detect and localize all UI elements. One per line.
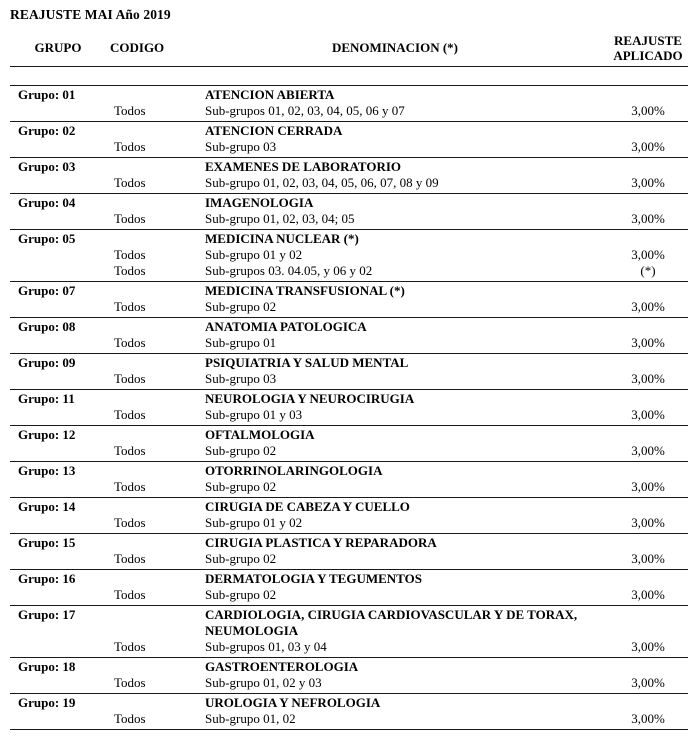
group-block xyxy=(10,281,688,317)
empty-cell xyxy=(592,427,688,443)
reajuste-cell: 3,00% xyxy=(631,587,665,602)
empty-cell xyxy=(10,515,106,531)
empty-cell xyxy=(592,231,688,247)
empty-cell xyxy=(106,391,198,407)
detalle-cell: Sub-grupo 03 xyxy=(205,371,277,386)
empty-cell xyxy=(592,571,688,587)
empty-cell xyxy=(106,123,198,139)
group-name: CIRUGIA DE CABEZA Y CUELLO xyxy=(205,499,410,514)
codigo-cell: Todos xyxy=(114,211,146,226)
empty-cell xyxy=(592,355,688,371)
group-name: PSIQUIATRIA Y SALUD MENTAL xyxy=(205,355,409,370)
table-row xyxy=(10,175,688,191)
table-row xyxy=(10,371,688,387)
group-block xyxy=(10,121,688,157)
empty-cell xyxy=(592,195,688,211)
group-block xyxy=(10,569,688,605)
empty-cell xyxy=(106,427,198,443)
detalle-cell: Sub-grupo 02 xyxy=(205,443,277,458)
header-denominacion: DENOMINACION (*) xyxy=(331,40,459,55)
group-header-row xyxy=(10,571,688,587)
empty-cell xyxy=(592,607,688,639)
group-name: CIRUGIA PLASTICA Y REPARADORA xyxy=(205,535,437,550)
group-header-row xyxy=(10,695,688,711)
group-label: Grupo: 18 xyxy=(18,659,76,674)
group-header-row xyxy=(10,195,688,211)
group-block xyxy=(10,85,688,121)
empty-cell xyxy=(106,87,198,103)
reajuste-cell: 3,00% xyxy=(631,211,665,226)
codigo-cell: Todos xyxy=(114,443,146,458)
empty-cell xyxy=(10,247,106,263)
group-block xyxy=(10,533,688,569)
table-row xyxy=(10,407,688,423)
group-block xyxy=(10,461,688,497)
empty-cell xyxy=(10,407,106,423)
table-row xyxy=(10,335,688,351)
header-gap xyxy=(10,67,688,85)
group-name: UROLOGIA Y NEFROLOGIA xyxy=(205,695,381,710)
reajuste-cell: 3,00% xyxy=(631,299,665,314)
group-name: ATENCION CERRADA xyxy=(205,123,343,138)
detalle-cell: Sub-grupos 03. 04.05, y 06 y 02 xyxy=(205,263,373,278)
codigo-cell: Todos xyxy=(114,515,146,530)
group-header-row xyxy=(10,355,688,371)
group-name: EXAMENES DE LABORATORIO xyxy=(205,159,401,174)
group-label: Grupo: 14 xyxy=(18,499,76,514)
group-label: Grupo: 11 xyxy=(18,391,75,406)
codigo-cell: Todos xyxy=(114,139,146,154)
table-row xyxy=(10,587,688,603)
empty-cell xyxy=(10,675,106,691)
codigo-cell: Todos xyxy=(114,711,146,726)
group-name: OFTALMOLOGIA xyxy=(205,427,315,442)
group-name: ANATOMIA PATOLOGICA xyxy=(205,319,367,334)
empty-cell xyxy=(592,123,688,139)
empty-cell xyxy=(10,335,106,351)
empty-cell xyxy=(10,263,106,279)
group-header-row xyxy=(10,159,688,175)
detalle-cell: Sub-grupo 02 xyxy=(205,479,277,494)
group-header-row xyxy=(10,607,688,639)
group-label: Grupo: 13 xyxy=(18,463,76,478)
group-label: Grupo: 17 xyxy=(18,607,76,622)
table-row xyxy=(10,247,688,263)
group-label: Grupo: 12 xyxy=(18,427,76,442)
group-name: IMAGENOLOGIA xyxy=(205,195,314,210)
table-row xyxy=(10,299,688,315)
group-block xyxy=(10,605,688,657)
group-name: CARDIOLOGIA, CIRUGIA CARDIOVASCULAR Y DE TORAX, NEUMOLOGIA xyxy=(205,607,578,638)
group-header-row xyxy=(10,231,688,247)
group-header-row xyxy=(10,535,688,551)
empty-cell xyxy=(106,195,198,211)
group-label: Grupo: 09 xyxy=(18,355,76,370)
empty-cell xyxy=(592,87,688,103)
empty-cell xyxy=(592,695,688,711)
reajuste-cell: 3,00% xyxy=(631,407,665,422)
empty-cell xyxy=(10,175,106,191)
group-header-row xyxy=(10,283,688,299)
group-name: MEDICINA NUCLEAR (*) xyxy=(205,231,359,246)
table-body xyxy=(10,85,688,730)
empty-cell xyxy=(592,463,688,479)
table-row xyxy=(10,103,688,119)
reajuste-cell: 3,00% xyxy=(631,711,665,726)
empty-cell xyxy=(592,319,688,335)
empty-cell xyxy=(10,479,106,495)
group-name: OTORRINOLARINGOLOGIA xyxy=(205,463,383,478)
group-block xyxy=(10,425,688,461)
group-label: Grupo: 07 xyxy=(18,283,76,298)
detalle-cell: Sub-grupo 01 y 03 xyxy=(205,407,303,422)
group-block xyxy=(10,693,688,729)
codigo-cell: Todos xyxy=(114,639,146,654)
empty-cell xyxy=(106,659,198,675)
group-name: ATENCION ABIERTA xyxy=(205,87,335,102)
detalle-cell: Sub-grupo 01 y 02 xyxy=(205,247,303,262)
empty-cell xyxy=(592,283,688,299)
table-row xyxy=(10,211,688,227)
group-block xyxy=(10,317,688,353)
group-name: NEUROLOGIA Y NEUROCIRUGIA xyxy=(205,391,415,406)
group-name: DERMATOLOGIA Y TEGUMENTOS xyxy=(205,571,422,586)
header-reajuste-line1: REAJUSTE xyxy=(614,33,682,48)
detalle-cell: Sub-grupo 01 xyxy=(205,335,277,350)
detalle-cell: Sub-grupos 01, 03 y 04 xyxy=(205,639,327,654)
group-header-row xyxy=(10,319,688,335)
detalle-cell: Sub-grupos 01, 02, 03, 04, 05, 06 y 07 xyxy=(205,103,405,118)
reajuste-cell: 3,00% xyxy=(631,479,665,494)
group-label: Grupo: 03 xyxy=(18,159,76,174)
group-label: Grupo: 01 xyxy=(18,87,76,102)
header-codigo: CODIGO xyxy=(110,40,165,55)
codigo-cell: Todos xyxy=(114,299,146,314)
page-title: REAJUSTE MAI Año 2019 xyxy=(10,7,171,22)
group-header-row xyxy=(10,87,688,103)
group-header-row xyxy=(10,463,688,479)
group-block xyxy=(10,157,688,193)
empty-cell xyxy=(10,139,106,155)
group-header-row xyxy=(10,499,688,515)
empty-cell xyxy=(592,659,688,675)
table-row xyxy=(10,551,688,567)
group-label: Grupo: 19 xyxy=(18,695,76,710)
codigo-cell: Todos xyxy=(114,551,146,566)
detalle-cell: Sub-grupo 01 y 02 xyxy=(205,515,303,530)
group-block xyxy=(10,193,688,229)
empty-cell xyxy=(106,571,198,587)
empty-cell xyxy=(106,231,198,247)
empty-cell xyxy=(106,463,198,479)
table-row xyxy=(10,443,688,459)
reajuste-cell: 3,00% xyxy=(631,139,665,154)
empty-cell xyxy=(10,587,106,603)
reajuste-cell: 3,00% xyxy=(631,443,665,458)
group-name: MEDICINA TRANSFUSIONAL (*) xyxy=(205,283,405,298)
reajuste-cell: 3,00% xyxy=(631,371,665,386)
group-header-row xyxy=(10,427,688,443)
codigo-cell: Todos xyxy=(114,175,146,190)
detalle-cell: Sub-grupo 02 xyxy=(205,299,277,314)
table-row xyxy=(10,479,688,495)
detalle-cell: Sub-grupo 02 xyxy=(205,587,277,602)
header-grupo: GRUPO xyxy=(34,40,82,55)
codigo-cell: Todos xyxy=(114,587,146,602)
empty-cell xyxy=(592,499,688,515)
group-block xyxy=(10,497,688,533)
empty-cell xyxy=(106,535,198,551)
group-label: Grupo: 04 xyxy=(18,195,76,210)
table-row xyxy=(10,263,688,279)
reajuste-cell: 3,00% xyxy=(631,335,665,350)
group-label: Grupo: 15 xyxy=(18,535,76,550)
group-name: GASTROENTEROLOGIA xyxy=(205,659,359,674)
codigo-cell: Todos xyxy=(114,103,146,118)
group-block xyxy=(10,657,688,693)
table-row xyxy=(10,139,688,155)
detalle-cell: Sub-grupo 01, 02 xyxy=(205,711,296,726)
detalle-cell: Sub-grupo 02 xyxy=(205,551,277,566)
header-reajuste-line2: APLICADO xyxy=(613,48,683,63)
empty-cell xyxy=(10,711,106,727)
empty-cell xyxy=(10,371,106,387)
empty-cell xyxy=(10,443,106,459)
group-block xyxy=(10,389,688,425)
detalle-cell: Sub-grupo 01, 02, 03, 04, 05, 06, 07, 08 y 09 xyxy=(205,175,439,190)
codigo-cell: Todos xyxy=(114,479,146,494)
empty-cell xyxy=(10,211,106,227)
header-reajuste xyxy=(592,33,688,63)
table-row xyxy=(10,675,688,691)
group-header-row xyxy=(10,391,688,407)
detalle-cell: Sub-grupo 03 xyxy=(205,139,277,154)
codigo-cell: Todos xyxy=(114,263,146,278)
reajuste-cell: 3,00% xyxy=(631,247,665,262)
group-header-row xyxy=(10,123,688,139)
reajuste-cell: 3,00% xyxy=(631,551,665,566)
empty-cell xyxy=(10,103,106,119)
table-header-row xyxy=(10,33,688,67)
detalle-cell: Sub-grupo 01, 02, 03, 04; 05 xyxy=(205,211,355,226)
empty-cell xyxy=(10,299,106,315)
table-row xyxy=(10,639,688,655)
reajuste-cell: 3,00% xyxy=(631,103,665,118)
empty-cell xyxy=(10,639,106,655)
codigo-cell: Todos xyxy=(114,335,146,350)
reajuste-cell: 3,00% xyxy=(631,639,665,654)
empty-cell xyxy=(592,391,688,407)
group-header-row xyxy=(10,659,688,675)
codigo-cell: Todos xyxy=(114,407,146,422)
empty-cell xyxy=(106,607,198,639)
empty-cell xyxy=(106,159,198,175)
empty-cell xyxy=(106,695,198,711)
codigo-cell: Todos xyxy=(114,247,146,262)
group-label: Grupo: 16 xyxy=(18,571,76,586)
reajuste-cell: 3,00% xyxy=(631,515,665,530)
empty-cell xyxy=(592,535,688,551)
empty-cell xyxy=(106,355,198,371)
empty-cell xyxy=(106,319,198,335)
empty-cell xyxy=(592,159,688,175)
group-block xyxy=(10,229,688,281)
empty-cell xyxy=(106,283,198,299)
detalle-cell: Sub-grupo 01, 02 y 03 xyxy=(205,675,322,690)
empty-cell xyxy=(10,551,106,567)
codigo-cell: Todos xyxy=(114,371,146,386)
group-label: Grupo: 08 xyxy=(18,319,76,334)
group-label: Grupo: 02 xyxy=(18,123,76,138)
empty-cell xyxy=(106,499,198,515)
reajuste-cell: 3,00% xyxy=(631,675,665,690)
reajuste-cell: 3,00% xyxy=(631,175,665,190)
codigo-cell: Todos xyxy=(114,675,146,690)
table-row xyxy=(10,515,688,531)
group-block xyxy=(10,353,688,389)
table-row xyxy=(10,711,688,727)
group-label: Grupo: 05 xyxy=(18,231,76,246)
reajuste-cell: (*) xyxy=(640,263,656,278)
